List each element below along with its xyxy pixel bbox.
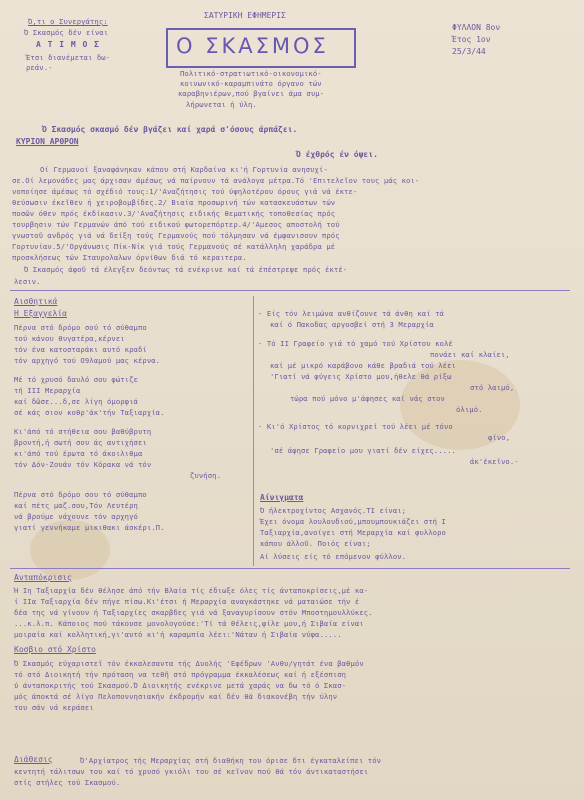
xarite-line: του σάν νά κεράσει <box>14 703 94 712</box>
lead-line: γνωστοῦ ανδρός γιά νά δείξη τούς Γερμανούς πού τόλμησαν νά έμφανισουν πρός <box>12 231 340 240</box>
header-left-line: Ό Σκασμός δέν είναι <box>24 28 109 37</box>
lead-line: τουρβησιν τών Γερμανών άπό τού ειδικού φωτορεπόρτερ.4/'Αμεσος αποστολή τού <box>12 220 340 229</box>
column-divider <box>253 296 254 566</box>
verse-line: - Είς τόν λειμώνα ανθίζουνε τά άνθη καί τά <box>258 309 444 318</box>
lead-line: νοποίησε άμέσως τό σχέδιό τους:1/'Αναζήτησις τού ύψηλοτέρου όρους γιά νά έκτε- <box>12 187 358 196</box>
footer-line: κεντητή τάλιτσων του καί τό χρυσό γκιόλι του σέ κεῖνον πού θά τόν άντικαταστήσει <box>14 767 369 776</box>
riddle-line: Έχει όνομα λουλουδιού,μπουμπουκιάζει στή Ι <box>260 517 446 526</box>
verse-line: όλιμό. <box>456 405 483 414</box>
antipheis-heading: Ανταπόκρισις <box>14 573 72 582</box>
lead-line: προσκλήσεως τών Σταυρολαλων όρνίθων διά τό κεραιτερα. <box>12 253 247 262</box>
xarite-heading: Κοσβιο στό Χρίστο <box>14 645 96 654</box>
verse-line: άκ'έκεῖνο.- <box>470 457 519 466</box>
footer-line: Ό'Αρχίατρος τής Μεραρχίας στή διαθήκη του όρισε δτι έγκαταλείπει τόν <box>80 756 382 765</box>
verse-line: - Τό II Γραφείο γιά τό χαμό τού Χρίστου κολέ <box>258 339 453 348</box>
verse-line: φίνο, <box>488 433 511 442</box>
poem-line: τόν ένα κατοσταράκι αυτό κραδί <box>14 345 147 354</box>
lead-line: Γορτυνίαν.5/'Οργάνωσις Πίκ-Νίκ γιά τούς Γερμανούς σέ κατάλληλη χαράδρα μέ <box>12 242 336 251</box>
header-left-line: ρεάν.- <box>26 63 53 72</box>
lead-line: Ό Σκασμός άφοῦ τά έλεγξεν δεόντως τά ενέκρινε καί τά έπέστρεψε πρός έκτέ- <box>24 265 348 274</box>
verse-line: πονάει καί κλαίει, <box>430 350 510 359</box>
masthead-title: Ο ΣΚΑΣΜΟΣ <box>176 34 329 58</box>
riddle-line: Ταξιαρχία,ανοίγει στή Μεραρχία καί φυλλορο <box>260 528 446 537</box>
poem-line: βροντή,ή σωτή σου άς αντιχήσει <box>14 438 147 447</box>
issue-year: Έτος 1ον <box>452 35 491 44</box>
poem-line: γιατί γεννήκαμε μικιθακι άσκέρι.Π. <box>14 523 165 532</box>
lead-line: ποσῶν όθεν πρός έκδίκασιν.3/'Αναζήτησις ειδικής θεματικής τοποθεσίας πρός <box>12 209 336 218</box>
subtitle-line: καραβηνιέρων,πού βγαίνει άμα συμ- <box>178 89 325 98</box>
verse-line: 'Γιατί νά φύγεις Χρίστο μου,ήθελε θά ρίξω <box>270 372 452 381</box>
riddle-line: κάπου άλλοῦ. Ποιός είναι; <box>260 539 371 548</box>
subtitle-line: Πολιτικό-στρατιωτικό-οικονομικό- <box>180 69 322 78</box>
header-left-line: Α Τ Ι Μ Ο Σ <box>36 40 100 49</box>
verse-line: - Κι'ό Χρίστος τό κορνιχρεί τού λέει μέ τόνο <box>258 422 453 431</box>
left-section-label: Αισθητικά <box>14 297 58 306</box>
xarite-line: ύ άνταποκριτής τού Σκασμού.Ό Διοικητής ενέκρινε μετά χαράς να δω τό ό Σκασ- <box>14 681 347 690</box>
lead-line: σε.Οί λεμονάδες μας άρχισαν άμέσως νά παίρνουν τά ανάλογα μέτρα.Τό 'Επιτελεῖον τους μάς κοι- <box>12 176 420 185</box>
left-heading: Η Εξαγγελία <box>14 309 67 318</box>
poem-line: σέ κάς σιον κοθρ'άκ'τήν Ταξιαρχία. <box>14 408 165 417</box>
poem-line: τόν Δόν-Ζουάν τόν Κόρακα νά τόν <box>14 460 152 469</box>
antipheis-line: μοιραία καί κολλητική,γι'αυτό κι'ή καραμπία λέει:'Νάταν ή Σιβαία νύφα..... <box>14 630 342 639</box>
poem-line: ζυνήση. <box>190 471 221 480</box>
xarite-line: τό στό Διοικητή τήν πρόταση να τεθῆ στό πρόγραμμα έκκαλέσεως καί ή εξέσπιση <box>14 670 347 679</box>
poem-line: Πέρνα στό δρόμο σου τό σύθαμπο <box>14 490 147 499</box>
poem-line: καί πέτς μαζ.σου,Τόν Λευτέρη <box>14 501 138 510</box>
riddle-line: Ό ήλεκτροχίντος Ασχανός.ΤΙ είναι; <box>260 506 407 515</box>
lead-line: θεύσωσιν έκεῖθεν ή χειροβομβίδες.2/ Βιαία προσωρινή τών κατασκευάστων τών <box>12 198 336 207</box>
header-left-line: Έτσι διανέμεται δω- <box>26 53 111 62</box>
section-lead: ΚΥΡΙΟΝ ΑΡΘΡΟΝ <box>16 137 79 146</box>
lead-line: λεσιν. <box>14 277 41 286</box>
divider <box>10 568 570 569</box>
riddle-line: Αί λύσεις είς τό επόμενον φύλλον. <box>260 552 407 561</box>
poem-line: Πέρνα στό δρόμο σού τό σύθαμπο <box>14 323 147 332</box>
antipheis-line: Ή Ιη Ταξιαρχία δέν θέλησε άπό τήν Βλαία τίς έδιωξε όλες τίς άνταποκρίσεις,μέ κα- <box>14 586 369 595</box>
footer-line: στίς στήλες τού Σκασμού. <box>14 778 121 787</box>
poem-line: Κι'άπό τό στήθεια σου βαθύβρυτη <box>14 427 152 436</box>
subtitle-line: λήρωνεται ή ύλη. <box>186 100 257 109</box>
subtitle-line: κοινωνικό-καραμπινάτο όργανο τών <box>180 79 322 88</box>
antipheis-line: δέα της νά γίνουν ή Ταξιαρχίες σκαρβδες γιά νά ξαναγυρίσουν στόν Μποστημουλλύκες. <box>14 608 373 617</box>
divider <box>10 290 570 291</box>
xarite-line: μός άποκτά σέ λίγο Πελοποννησιακήν έκδρομήν καί δέν θά διακονέβη τήν ύλην <box>14 692 338 701</box>
poem-line: τή III Μεραρχία <box>14 386 81 395</box>
verse-line: καί μέ μικρό καράβονο κάθε βραδιά τού λέει <box>270 361 456 370</box>
antipheis-line: ί ΙΙα Ταξιαρχία δέν πήγε πίσω.Κι'έτσι ή Μεραρχία αναγκάστηκε νά ματαιώσε τήν έ <box>14 597 360 606</box>
issue-number: ΦΥΛΛΟΝ 8ον <box>452 23 501 32</box>
riddle-heading: Αίνιγματα <box>260 493 304 502</box>
verse-line: στό λαιμό, <box>470 383 515 392</box>
footer-heading: Διάθεσις <box>14 755 53 764</box>
top-center-label: ΣΑΤΥΡΙΚΗ ΕΦΗΜΕΡΙΣ <box>204 11 286 20</box>
issue-date: 25/3/44 <box>452 47 486 56</box>
lead-title: Ό έχθρός έν όψει. <box>296 150 378 159</box>
verse-line: 'σέ άφησε Γραφείο μου γιατί δέν είχες..... <box>270 446 456 455</box>
lead-line: Οί Γερμανοί ξαναφάνηκαν κάπου στή Καρδαίνα κι'ή Γορτυνία ανησυχί- <box>40 165 328 174</box>
header-left-line: Ό,τι ο Συνεργάτης: <box>28 17 108 26</box>
verse-line: τώρα πού μόνο μ'άφησες καί νάς στον <box>290 394 445 403</box>
poem-line: νά βρούμε νάχουνε τόν αρχηγό <box>14 512 138 521</box>
xarite-line: Ό Σκασμός εύχαριστεῖ τόν έκκαλεσαντα τής Δυολής 'Εφέδρων 'Ανθυ/γητάτ ένα βαθμόν <box>14 659 364 668</box>
poem-line: καί δῶσε...δ,σε λίγη όμορφιά <box>14 397 138 406</box>
poem-line: τόν αρχηγό τού Ο9λαμού μας κέρνα. <box>14 356 161 365</box>
antipheis-line: ...κ.λ.π. Κάποιος πού τάκουσε μονολογούσε:'Τί τά θέλεις,φίλε μου,ή Σιβαία είναι <box>14 619 364 628</box>
poem-line: κι'άπό τού έρωτα τό άκοιλιθμα <box>14 449 143 458</box>
motto: Ό Σκασμός σκασμό δέν βγάζει καί χαρά σ'όσους άρπάζει. <box>42 125 298 134</box>
poem-line: τού κάνου θυγατέρα,κέρνει <box>14 334 125 343</box>
poem-line: Μέ τό χρυσό δαυλό σου φώτιζε <box>14 375 138 384</box>
verse-line: καί ό Πακοδας αργοσβεί στή 3 Μεραρχία <box>270 320 434 329</box>
